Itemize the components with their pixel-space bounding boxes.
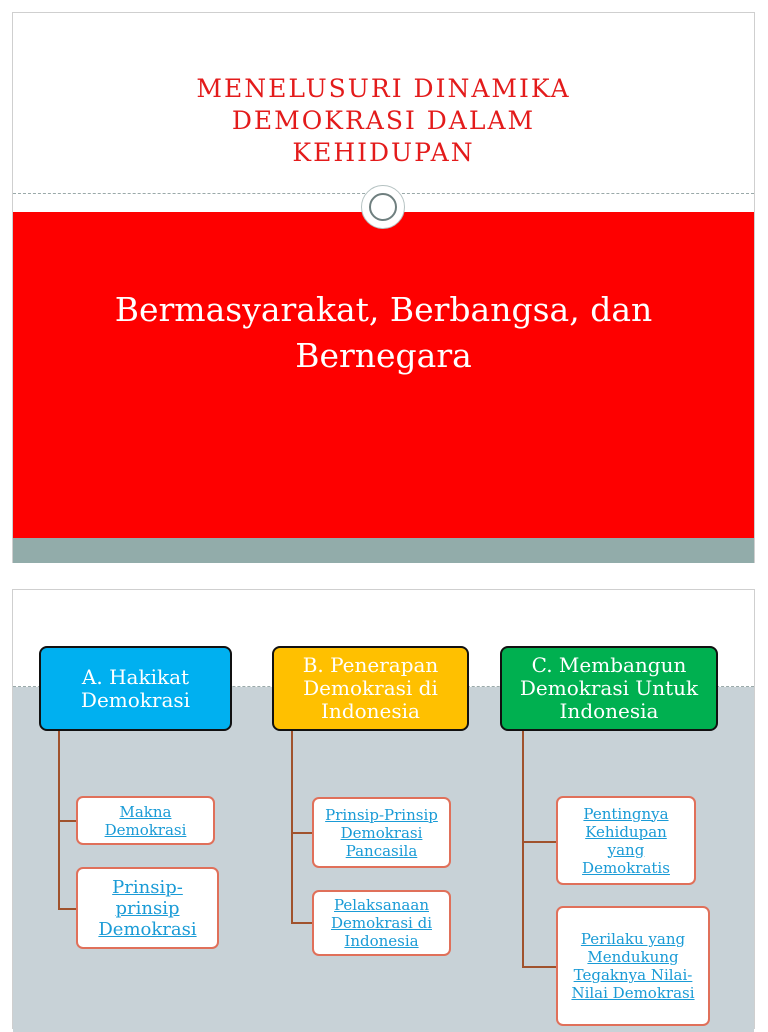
link-text[interactable]: Pentingnya xyxy=(583,804,669,823)
connector-line xyxy=(58,908,76,910)
link-text[interactable]: Pancasila xyxy=(345,841,418,860)
slide-subtitle xyxy=(13,287,754,379)
ring-ornament xyxy=(361,185,405,229)
connector-line xyxy=(522,731,524,967)
link-text[interactable]: Indonesia xyxy=(344,932,419,950)
red-banner xyxy=(13,212,754,538)
ring-ornament-inner xyxy=(369,193,397,221)
title-slide xyxy=(12,12,755,563)
connector-line xyxy=(291,731,293,923)
connector-line xyxy=(291,922,312,924)
slide-title-line: KEHIDUPAN xyxy=(292,138,475,167)
header-line: Indonesia xyxy=(321,699,420,723)
connector-line xyxy=(291,832,312,834)
connector-line xyxy=(58,820,76,822)
link-box-perilaku-demokrasi[interactable] xyxy=(556,906,710,1026)
slide-title-line: MENELUSURI DINAMIKA xyxy=(196,74,571,103)
header-line: A. Hakikat xyxy=(81,664,190,689)
link-text[interactable]: Prinsip- xyxy=(112,876,183,898)
link-text[interactable]: Demokrasi xyxy=(104,820,187,839)
link-text[interactable]: Prinsip-Prinsip xyxy=(325,805,438,824)
header-box-hakikat xyxy=(39,646,232,731)
footer-band xyxy=(13,538,754,563)
header-line: B. Penerapan xyxy=(302,653,439,677)
link-text[interactable]: Makna xyxy=(119,802,172,821)
link-box-prinsip-pancasila[interactable] xyxy=(312,797,451,868)
link-text[interactable]: Demokrasi xyxy=(340,823,423,842)
link-text[interactable]: prinsip xyxy=(115,897,180,919)
link-text[interactable]: yang xyxy=(607,840,645,859)
header-box-penerapan xyxy=(272,646,469,731)
header-line: Demokrasi xyxy=(80,687,191,712)
link-text[interactable]: Mendukung xyxy=(587,948,679,966)
slide-subtitle-line: Bernegara xyxy=(295,336,472,375)
link-text[interactable]: Pelaksanaan xyxy=(334,896,429,914)
slide-subtitle-line: Bermasyarakat, Berbangsa, dan xyxy=(114,290,653,329)
link-box-makna-demokrasi[interactable] xyxy=(76,796,215,845)
header-line: Demokrasi Untuk xyxy=(519,676,699,700)
link-text[interactable]: Kehidupan xyxy=(585,822,667,841)
link-box-pentingnya-kehidupan[interactable] xyxy=(556,796,696,885)
slide-title xyxy=(13,73,754,169)
slide-title-line: DEMOKRASI DALAM xyxy=(231,106,536,135)
link-text[interactable]: Perilaku yang xyxy=(580,930,686,948)
link-text[interactable]: Demokratis xyxy=(582,858,670,877)
link-text[interactable]: Tegaknya Nilai- xyxy=(573,966,693,984)
header-line: Demokrasi di xyxy=(303,676,438,700)
connector-line xyxy=(522,841,556,843)
link-box-pelaksanaan-demokrasi[interactable] xyxy=(312,890,451,956)
link-text[interactable]: Demokrasi xyxy=(98,918,197,940)
diagram-slide xyxy=(12,589,755,1029)
header-box-membangun xyxy=(500,646,718,731)
header-line: C. Membangun xyxy=(531,653,687,677)
link-box-prinsip-demokrasi[interactable] xyxy=(76,867,219,949)
header-line: Indonesia xyxy=(559,699,659,723)
link-text[interactable]: Nilai Demokrasi xyxy=(571,984,695,1002)
link-text[interactable]: Demokrasi di xyxy=(330,914,433,932)
connector-line xyxy=(522,966,556,968)
